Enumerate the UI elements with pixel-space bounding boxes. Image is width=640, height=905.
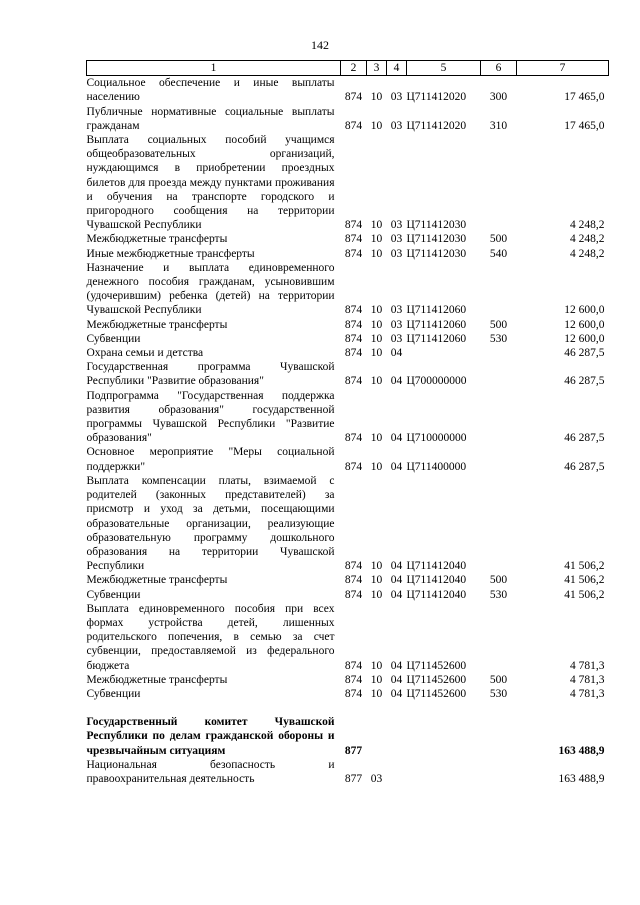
target-article-code: Ц700000000: [406, 375, 467, 388]
subsection-code: 04: [390, 659, 403, 672]
table-row: [87, 588, 609, 602]
amount: 46 287,5: [564, 347, 605, 360]
row-description: Основное мероприятие "Меры социальной поддержки": [86, 446, 335, 473]
ministry-code: 874: [344, 375, 363, 388]
section-code: 10: [370, 673, 383, 686]
section-code: 10: [370, 318, 383, 331]
row-description: Социальное обеспечение и иные выплаты населению: [86, 77, 335, 104]
section-code: 10: [370, 247, 383, 260]
row-description: Межбюджетные трансферты: [86, 233, 228, 246]
ministry-code: 874: [344, 460, 363, 473]
expense-type-code: [481, 346, 517, 360]
amount: 12 600,0: [564, 318, 605, 331]
row-description: Межбюджетные трансферты: [86, 673, 228, 686]
column-header: 7: [517, 61, 609, 76]
amount: 12 600,0: [564, 304, 605, 317]
column-header: 4: [387, 61, 407, 76]
subsection-code: 04: [390, 460, 403, 473]
section-code: 10: [370, 347, 383, 360]
target-article-code: Ц711412030: [406, 233, 467, 246]
table-row: [87, 474, 609, 573]
subsection-code: 04: [390, 673, 403, 686]
section-code: 10: [370, 91, 383, 104]
row-description: Государственная программа Чувашской Республики "Развитие образования": [86, 361, 335, 388]
table-row: [87, 715, 609, 758]
table-row: [87, 247, 609, 261]
page-number: 142: [311, 38, 329, 52]
amount: 46 287,5: [564, 375, 605, 388]
ministry-code: 874: [344, 673, 363, 686]
amount: 4 248,2: [570, 247, 605, 260]
column-header: 2: [341, 61, 367, 76]
ministry-code: 874: [344, 332, 363, 345]
expense-type-code: [481, 360, 517, 388]
subsection-code: 03: [390, 233, 403, 246]
expense-type-code: [481, 389, 517, 446]
table-row: [87, 687, 609, 701]
spacer-cell: [87, 701, 609, 715]
expense-type-code: 500: [489, 318, 508, 331]
amount: 46 287,5: [564, 432, 605, 445]
ministry-code: 874: [344, 318, 363, 331]
expense-type-code: [481, 261, 517, 318]
target-article-code: Ц711412040: [406, 560, 467, 573]
ministry-code: 874: [344, 219, 363, 232]
ministry-code: 874: [344, 574, 363, 587]
ministry-code: 874: [344, 347, 363, 360]
subsection-code: 04: [390, 687, 403, 700]
subsection-code: 03: [390, 119, 403, 132]
target-article-code: Ц710000000: [406, 432, 467, 445]
amount: 41 506,2: [564, 574, 605, 587]
target-article-code: Ц711412020: [406, 91, 467, 104]
table-row: [87, 133, 609, 232]
section-code: 10: [370, 219, 383, 232]
amount: 41 506,2: [564, 588, 605, 601]
amount: 12 600,0: [564, 332, 605, 345]
row-description: Субвенции: [86, 687, 141, 700]
spacer-row: [87, 701, 609, 715]
subsection-code: 03: [390, 304, 403, 317]
amount: 17 465,0: [564, 119, 605, 132]
table-row: [87, 76, 609, 105]
row-description: Национальная безопасность и правоохранительная деятельность: [86, 758, 335, 785]
subsection-code: 03: [390, 332, 403, 345]
ministry-code: 874: [344, 91, 363, 104]
section-code: 10: [370, 432, 383, 445]
section-code: 10: [370, 304, 383, 317]
target-article-code: Ц711412030: [406, 247, 467, 260]
target-article-code: Ц711452600: [406, 673, 467, 686]
table-row: [87, 758, 609, 786]
section-code: 10: [370, 375, 383, 388]
ministry-code: 874: [344, 233, 363, 246]
table-row: [87, 389, 609, 446]
column-header: 6: [481, 61, 517, 76]
table-header-row: [87, 61, 609, 76]
expense-type-code: [481, 445, 517, 473]
expense-type-code: 500: [489, 574, 508, 587]
target-article-code: Ц711452600: [406, 659, 467, 672]
column-header: 1: [87, 61, 341, 76]
section-code: 10: [370, 119, 383, 132]
expense-type-code: [481, 602, 517, 673]
target-article-code: Ц711412030: [406, 219, 467, 232]
amount: 4 248,2: [570, 233, 605, 246]
ministry-code: 874: [344, 560, 363, 573]
amount: 4 781,3: [570, 659, 605, 672]
table-row: [87, 360, 609, 388]
amount: 163 488,9: [558, 772, 605, 785]
subsection-code: 04: [390, 560, 403, 573]
target-article-code: Ц711452600: [406, 687, 467, 700]
expense-type-code: 300: [489, 91, 508, 104]
budget-table: [86, 60, 609, 786]
table-row: [87, 445, 609, 473]
table-row: [87, 261, 609, 318]
row-description: Назначение и выплата единовременного денежного пособия гражданам, усыновившим (удочерившим) ребенка (детей) на территории Чувашской Республики: [86, 261, 335, 317]
subsection-code: 03: [390, 247, 403, 260]
column-header: 3: [367, 61, 387, 76]
amount: 46 287,5: [564, 460, 605, 473]
ministry-code: 874: [344, 247, 363, 260]
row-description: Выплата компенсации платы, взимаемой с родителей (законных представителей) за присмотр и уход за детьми, посещающими образовательные организации, реализующие образовательную программу дошкольного образования на территории Чувашской Республики: [86, 474, 335, 573]
expense-type-code: 500: [489, 673, 508, 686]
ministry-code: 877: [344, 744, 363, 757]
expense-type-code: [481, 474, 517, 573]
amount: 17 465,0: [564, 91, 605, 104]
row-description: Межбюджетные трансферты: [86, 574, 228, 587]
target-article-code: [407, 346, 481, 360]
row-description: Межбюджетные трансферты: [86, 318, 228, 331]
subsection-code: [387, 715, 407, 758]
table-row: [87, 573, 609, 587]
table-row: [87, 332, 609, 346]
section-code: 10: [370, 574, 383, 587]
ministry-code: 874: [344, 687, 363, 700]
target-article-code: Ц711412060: [406, 332, 467, 345]
table-row: [87, 346, 609, 360]
row-description: Охрана семьи и детства: [86, 347, 204, 360]
expense-type-code: 530: [489, 588, 508, 601]
target-article-code: Ц711400000: [406, 460, 467, 473]
table-row: [87, 105, 609, 133]
subsection-code: 04: [390, 375, 403, 388]
ministry-code: 874: [344, 659, 363, 672]
target-article-code: Ц711412040: [406, 574, 467, 587]
expense-type-code: 540: [489, 247, 508, 260]
target-article-code: [407, 758, 481, 786]
subsection-code: 03: [390, 91, 403, 104]
section-code: 10: [370, 687, 383, 700]
target-article-code: [407, 715, 481, 758]
amount: 4 781,3: [570, 673, 605, 686]
expense-type-code: 530: [489, 332, 508, 345]
ministry-code: 874: [344, 304, 363, 317]
expense-type-code: [481, 758, 517, 786]
expense-type-code: [481, 715, 517, 758]
subsection-code: 04: [390, 588, 403, 601]
row-description: Выплата социальных пособий учащимся общеобразовательных организаций, нуждающимся в приобретении проездных билетов для проезда между пунктами проживания и обучения на транспорте городского и пригородного сообщения на территории Чувашской Республики: [86, 134, 335, 232]
row-description: Иные межбюджетные трансферты: [86, 247, 255, 260]
column-header: 5: [407, 61, 481, 76]
amount: 41 506,2: [564, 560, 605, 573]
ministry-code: 874: [344, 432, 363, 445]
table-row: [87, 232, 609, 246]
target-article-code: Ц711412040: [406, 588, 467, 601]
row-description: Выплата единовременного пособия при всех формах устройства детей, лишенных родительского попечения, в семью за счет субвенции, предоставляемой из федерального бюджета: [86, 602, 335, 672]
table-row: [87, 318, 609, 332]
expense-type-code: 530: [489, 687, 508, 700]
section-code: 10: [370, 332, 383, 345]
amount: 4 781,3: [570, 687, 605, 700]
subsection-code: [387, 758, 407, 786]
section-code: 03: [370, 772, 383, 785]
subsection-code: 04: [390, 432, 403, 445]
expense-type-code: 500: [489, 233, 508, 246]
row-description: Подпрограмма "Государственная поддержка развития образования" государственной программы Чувашской Республики "Развитие образования": [86, 389, 335, 445]
target-article-code: Ц711412020: [406, 119, 467, 132]
amount: 163 488,9: [558, 744, 605, 757]
table-body: [87, 76, 609, 786]
row-description: Публичные нормативные социальные выплаты гражданам: [86, 105, 335, 132]
section-code: 10: [370, 659, 383, 672]
ministry-code: 874: [344, 588, 363, 601]
section-code: 10: [370, 233, 383, 246]
ministry-code: 877: [344, 772, 363, 785]
target-article-code: Ц711412060: [406, 304, 467, 317]
table-row: [87, 673, 609, 687]
table-row: [87, 602, 609, 673]
row-description: Государственный комитет Чувашской Республики по делам гражданской обороны и чрезвычайным ситуациям: [86, 716, 335, 757]
section-code: 10: [370, 588, 383, 601]
subsection-code: 04: [390, 574, 403, 587]
section-code: [367, 715, 387, 758]
section-code: 10: [370, 460, 383, 473]
subsection-code: 04: [390, 347, 403, 360]
subsection-code: 03: [390, 318, 403, 331]
target-article-code: Ц711412060: [406, 318, 467, 331]
row-description: Субвенции: [86, 588, 141, 601]
amount: 4 248,2: [570, 219, 605, 232]
ministry-code: 874: [344, 119, 363, 132]
expense-type-code: [481, 133, 517, 232]
subsection-code: 03: [390, 219, 403, 232]
row-description: Субвенции: [86, 332, 141, 345]
section-code: 10: [370, 560, 383, 573]
expense-type-code: 310: [489, 119, 508, 132]
